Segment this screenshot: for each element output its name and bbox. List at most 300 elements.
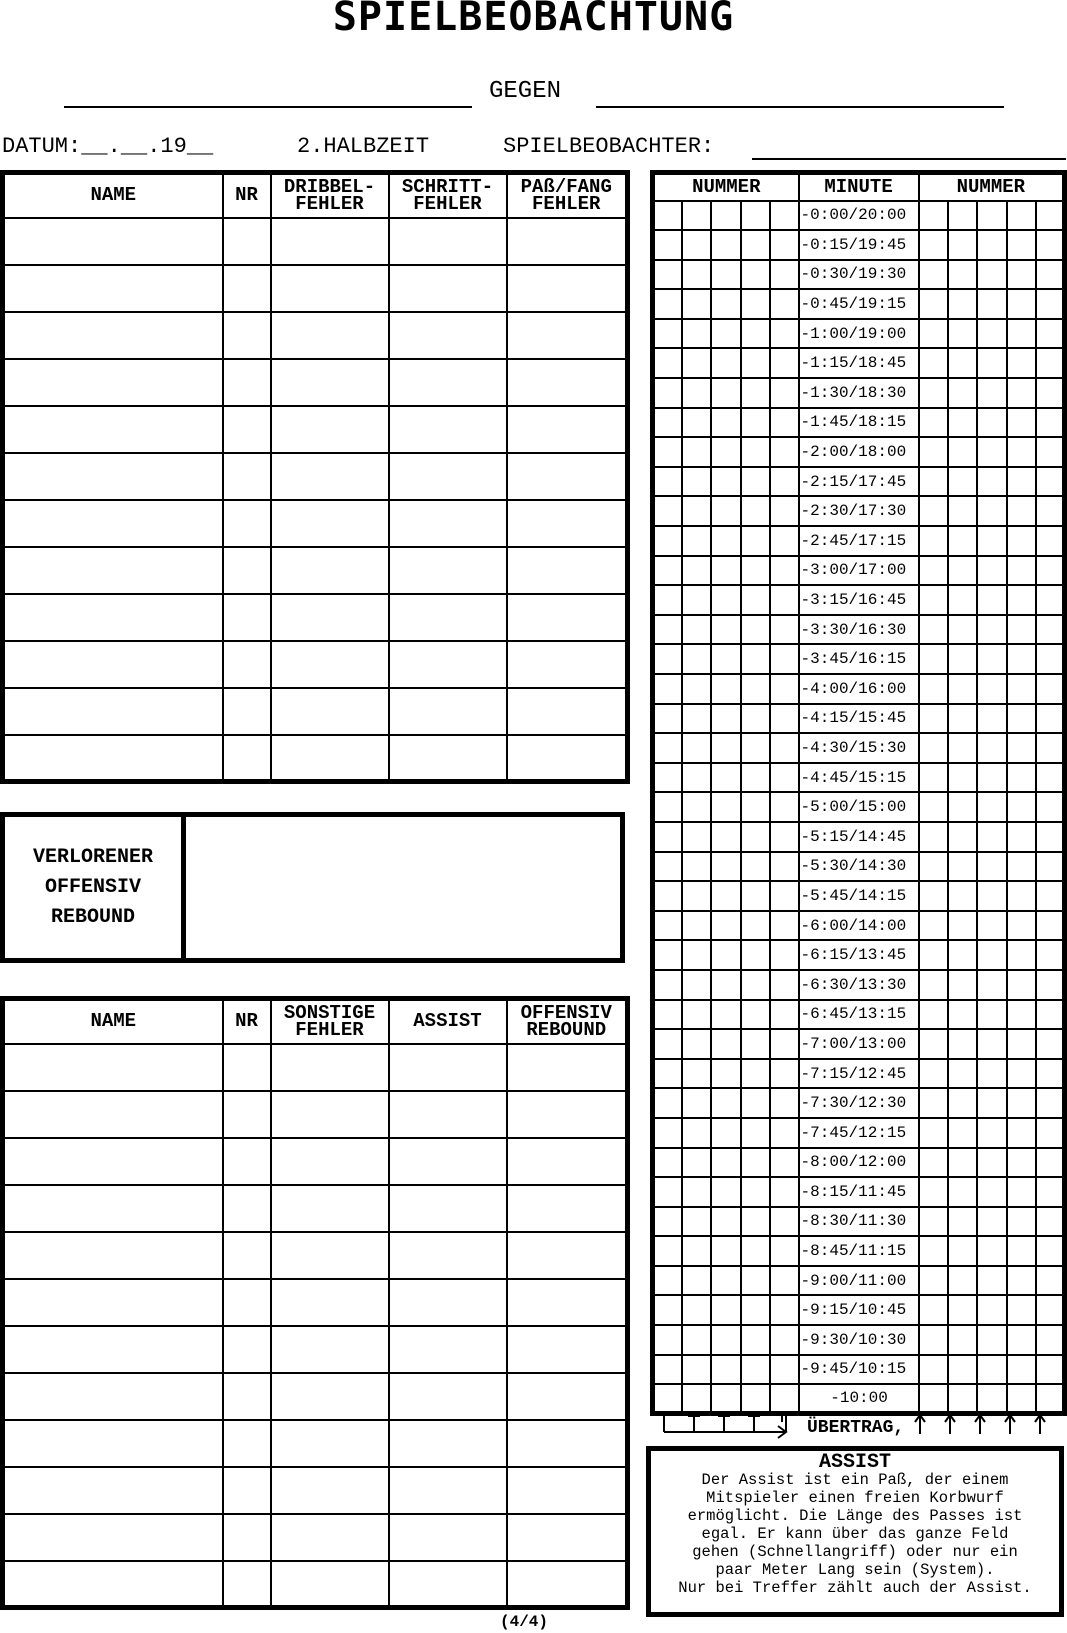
number-cell[interactable] [948,940,977,970]
table-cell[interactable] [223,265,271,312]
number-cell[interactable] [1007,1295,1036,1325]
number-cell[interactable] [977,644,1007,674]
number-cell[interactable] [977,556,1007,586]
number-cell[interactable] [770,585,799,615]
number-cell[interactable] [682,1266,711,1296]
number-cell[interactable] [653,437,682,467]
number-cell[interactable] [770,674,799,704]
number-cell[interactable] [653,556,682,586]
number-cell[interactable] [682,260,711,290]
number-cell[interactable] [653,1029,682,1059]
number-cell[interactable] [741,319,770,349]
table-cell[interactable] [271,594,389,641]
number-cell[interactable] [977,230,1007,260]
number-cell[interactable] [741,763,770,793]
number-cell[interactable] [919,260,948,290]
table-cell[interactable] [389,312,507,359]
table-cell[interactable] [507,312,628,359]
number-cell[interactable] [1036,1207,1065,1237]
number-cell[interactable] [1036,1355,1065,1385]
table-cell[interactable] [271,1373,389,1420]
table-cell[interactable] [223,312,271,359]
number-cell[interactable] [770,201,799,231]
number-cell[interactable] [1036,348,1065,378]
table-cell[interactable] [271,1185,389,1232]
number-cell[interactable] [1036,644,1065,674]
table-cell[interactable] [271,500,389,547]
number-cell[interactable] [1036,260,1065,290]
table-cell[interactable] [271,1561,389,1608]
number-cell[interactable] [682,1236,711,1266]
number-cell[interactable] [682,704,711,734]
table-cell[interactable] [223,1279,271,1326]
number-cell[interactable] [741,792,770,822]
table-cell[interactable] [389,1467,507,1514]
number-cell[interactable] [1036,526,1065,556]
number-cell[interactable] [770,970,799,1000]
number-cell[interactable] [653,408,682,438]
table-cell[interactable] [507,1420,628,1467]
number-cell[interactable] [1036,437,1065,467]
number-cell[interactable] [770,822,799,852]
number-cell[interactable] [919,319,948,349]
number-cell[interactable] [977,437,1007,467]
number-cell[interactable] [1007,526,1036,556]
number-cell[interactable] [977,940,1007,970]
table-cell[interactable] [389,1326,507,1373]
number-cell[interactable] [977,289,1007,319]
number-cell[interactable] [1007,467,1036,497]
number-cell[interactable] [653,319,682,349]
table-cell[interactable] [223,1561,271,1608]
number-cell[interactable] [770,1118,799,1148]
number-cell[interactable] [977,201,1007,231]
number-cell[interactable] [682,378,711,408]
table-cell[interactable] [271,1420,389,1467]
table-cell[interactable] [507,1138,628,1185]
number-cell[interactable] [919,378,948,408]
table-cell[interactable] [3,1514,223,1561]
number-cell[interactable] [770,348,799,378]
number-cell[interactable] [741,230,770,260]
number-cell[interactable] [741,348,770,378]
number-cell[interactable] [977,970,1007,1000]
number-cell[interactable] [741,704,770,734]
number-cell[interactable] [948,378,977,408]
number-cell[interactable] [741,1177,770,1207]
number-cell[interactable] [682,852,711,882]
table-cell[interactable] [507,359,628,406]
number-cell[interactable] [977,1325,1007,1355]
number-cell[interactable] [948,1207,977,1237]
number-cell[interactable] [653,852,682,882]
number-cell[interactable] [1036,704,1065,734]
number-cell[interactable] [711,704,741,734]
number-cell[interactable] [770,1295,799,1325]
table-cell[interactable] [271,453,389,500]
number-cell[interactable] [653,615,682,645]
number-cell[interactable] [711,1029,741,1059]
number-cell[interactable] [653,1059,682,1089]
number-cell[interactable] [741,467,770,497]
number-cell[interactable] [1007,289,1036,319]
number-cell[interactable] [653,1148,682,1178]
number-cell[interactable] [653,348,682,378]
table-cell[interactable] [271,547,389,594]
number-cell[interactable] [919,1236,948,1266]
number-cell[interactable] [682,1355,711,1385]
number-cell[interactable] [919,1207,948,1237]
table-cell[interactable] [507,641,628,688]
number-cell[interactable] [653,1236,682,1266]
number-cell[interactable] [741,378,770,408]
number-cell[interactable] [770,1266,799,1296]
number-cell[interactable] [1036,201,1065,231]
number-cell[interactable] [711,822,741,852]
number-cell[interactable] [682,1295,711,1325]
number-cell[interactable] [919,556,948,586]
number-cell[interactable] [711,1177,741,1207]
number-cell[interactable] [977,348,1007,378]
number-cell[interactable] [1007,496,1036,526]
number-cell[interactable] [770,437,799,467]
number-cell[interactable] [919,1029,948,1059]
number-cell[interactable] [948,496,977,526]
table-cell[interactable] [223,500,271,547]
number-cell[interactable] [948,289,977,319]
number-cell[interactable] [770,1325,799,1355]
number-cell[interactable] [682,1000,711,1030]
number-cell[interactable] [653,1207,682,1237]
number-cell[interactable] [770,792,799,822]
number-cell[interactable] [711,1355,741,1385]
number-cell[interactable] [653,1177,682,1207]
number-cell[interactable] [682,348,711,378]
table-cell[interactable] [3,641,223,688]
number-cell[interactable] [919,437,948,467]
number-cell[interactable] [948,260,977,290]
number-cell[interactable] [770,1059,799,1089]
number-cell[interactable] [919,881,948,911]
table-cell[interactable] [271,1138,389,1185]
number-cell[interactable] [711,1207,741,1237]
number-cell[interactable] [919,1177,948,1207]
table-cell[interactable] [507,1514,628,1561]
number-cell[interactable] [741,1059,770,1089]
number-cell[interactable] [770,940,799,970]
number-cell[interactable] [919,615,948,645]
number-cell[interactable] [1036,792,1065,822]
number-cell[interactable] [653,704,682,734]
number-cell[interactable] [682,1325,711,1355]
table-cell[interactable] [271,312,389,359]
number-cell[interactable] [977,526,1007,556]
number-cell[interactable] [1036,1029,1065,1059]
number-cell[interactable] [711,674,741,704]
table-cell[interactable] [223,594,271,641]
number-cell[interactable] [711,408,741,438]
table-cell[interactable] [3,1279,223,1326]
number-cell[interactable] [1007,1118,1036,1148]
number-cell[interactable] [948,1177,977,1207]
number-cell[interactable] [741,1207,770,1237]
number-cell[interactable] [711,1148,741,1178]
number-cell[interactable] [1007,1266,1036,1296]
number-cell[interactable] [1007,763,1036,793]
number-cell[interactable] [770,556,799,586]
table-cell[interactable] [223,688,271,735]
number-cell[interactable] [948,644,977,674]
number-cell[interactable] [711,230,741,260]
number-cell[interactable] [977,615,1007,645]
table-cell[interactable] [389,1232,507,1279]
table-cell[interactable] [507,1044,628,1091]
table-cell[interactable] [507,688,628,735]
number-cell[interactable] [1007,1088,1036,1118]
number-cell[interactable] [1007,1207,1036,1237]
number-cell[interactable] [919,674,948,704]
number-cell[interactable] [919,1355,948,1385]
number-cell[interactable] [977,1029,1007,1059]
number-cell[interactable] [919,911,948,941]
number-cell[interactable] [948,704,977,734]
number-cell[interactable] [1007,704,1036,734]
number-cell[interactable] [770,852,799,882]
number-cell[interactable] [770,1029,799,1059]
number-cell[interactable] [977,704,1007,734]
table-cell[interactable] [223,1232,271,1279]
number-cell[interactable] [741,970,770,1000]
number-cell[interactable] [919,585,948,615]
number-cell[interactable] [711,496,741,526]
table-cell[interactable] [507,406,628,453]
number-cell[interactable] [682,644,711,674]
number-cell[interactable] [948,1059,977,1089]
number-cell[interactable] [919,763,948,793]
number-cell[interactable] [741,881,770,911]
number-cell[interactable] [741,1118,770,1148]
table-cell[interactable] [3,1185,223,1232]
number-cell[interactable] [711,260,741,290]
number-cell[interactable] [977,674,1007,704]
number-cell[interactable] [1007,230,1036,260]
table-cell[interactable] [389,547,507,594]
table-cell[interactable] [3,1326,223,1373]
number-cell[interactable] [741,1355,770,1385]
table-cell[interactable] [389,359,507,406]
number-cell[interactable] [948,674,977,704]
number-cell[interactable] [711,911,741,941]
number-cell[interactable] [741,940,770,970]
number-cell[interactable] [682,1088,711,1118]
number-cell[interactable] [977,911,1007,941]
number-cell[interactable] [977,792,1007,822]
number-cell[interactable] [770,704,799,734]
number-cell[interactable] [1007,911,1036,941]
table-cell[interactable] [223,1044,271,1091]
number-cell[interactable] [682,615,711,645]
table-cell[interactable] [223,406,271,453]
number-cell[interactable] [653,1266,682,1296]
number-cell[interactable] [682,230,711,260]
number-cell[interactable] [711,792,741,822]
number-cell[interactable] [682,526,711,556]
number-cell[interactable] [1036,408,1065,438]
number-cell[interactable] [977,1207,1007,1237]
number-cell[interactable] [653,526,682,556]
number-cell[interactable] [653,1000,682,1030]
number-cell[interactable] [919,822,948,852]
number-cell[interactable] [711,940,741,970]
number-cell[interactable] [1007,733,1036,763]
number-cell[interactable] [1007,378,1036,408]
number-cell[interactable] [741,911,770,941]
number-cell[interactable] [711,467,741,497]
table-cell[interactable] [271,218,389,265]
number-cell[interactable] [770,881,799,911]
number-cell[interactable] [1007,556,1036,586]
number-cell[interactable] [919,201,948,231]
number-cell[interactable] [948,792,977,822]
number-cell[interactable] [977,852,1007,882]
number-cell[interactable] [948,1295,977,1325]
number-cell[interactable] [770,1177,799,1207]
number-cell[interactable] [1036,1118,1065,1148]
number-cell[interactable] [770,526,799,556]
table-cell[interactable] [271,1326,389,1373]
number-cell[interactable] [1036,1177,1065,1207]
number-cell[interactable] [948,1355,977,1385]
number-cell[interactable] [653,911,682,941]
table-cell[interactable] [271,1467,389,1514]
number-cell[interactable] [653,201,682,231]
number-cell[interactable] [741,1029,770,1059]
number-cell[interactable] [977,260,1007,290]
number-cell[interactable] [948,852,977,882]
number-cell[interactable] [653,763,682,793]
number-cell[interactable] [653,467,682,497]
table-cell[interactable] [223,1326,271,1373]
number-cell[interactable] [1036,1059,1065,1089]
number-cell[interactable] [948,230,977,260]
number-cell[interactable] [1007,792,1036,822]
number-cell[interactable] [682,467,711,497]
table-cell[interactable] [223,1138,271,1185]
number-cell[interactable] [711,881,741,911]
number-cell[interactable] [919,1059,948,1089]
table-cell[interactable] [507,735,628,782]
table-cell[interactable] [389,1044,507,1091]
number-cell[interactable] [682,763,711,793]
number-cell[interactable] [948,408,977,438]
number-cell[interactable] [682,437,711,467]
table-cell[interactable] [389,1373,507,1420]
number-cell[interactable] [977,585,1007,615]
number-cell[interactable] [711,733,741,763]
number-cell[interactable] [770,733,799,763]
number-cell[interactable] [711,1236,741,1266]
number-cell[interactable] [977,496,1007,526]
number-cell[interactable] [1007,940,1036,970]
number-cell[interactable] [1036,615,1065,645]
number-cell[interactable] [741,437,770,467]
number-cell[interactable] [948,1088,977,1118]
number-cell[interactable] [977,1059,1007,1089]
number-cell[interactable] [919,348,948,378]
number-cell[interactable] [741,1000,770,1030]
number-cell[interactable] [948,733,977,763]
number-cell[interactable] [1007,437,1036,467]
number-cell[interactable] [653,585,682,615]
number-cell[interactable] [653,378,682,408]
number-cell[interactable] [1007,408,1036,438]
number-cell[interactable] [1007,201,1036,231]
number-cell[interactable] [977,1148,1007,1178]
table-cell[interactable] [389,500,507,547]
table-cell[interactable] [223,641,271,688]
number-cell[interactable] [711,526,741,556]
table-cell[interactable] [389,265,507,312]
table-cell[interactable] [271,1044,389,1091]
number-cell[interactable] [948,1266,977,1296]
number-cell[interactable] [1036,970,1065,1000]
number-cell[interactable] [653,881,682,911]
number-cell[interactable] [711,556,741,586]
number-cell[interactable] [711,289,741,319]
number-cell[interactable] [919,1118,948,1148]
table-cell[interactable] [389,641,507,688]
number-cell[interactable] [948,348,977,378]
number-cell[interactable] [948,1236,977,1266]
number-cell[interactable] [1036,911,1065,941]
table-cell[interactable] [507,1467,628,1514]
number-cell[interactable] [1007,674,1036,704]
table-cell[interactable] [3,406,223,453]
table-cell[interactable] [271,359,389,406]
table-cell[interactable] [3,735,223,782]
number-cell[interactable] [653,289,682,319]
number-cell[interactable] [711,437,741,467]
number-cell[interactable] [1036,585,1065,615]
number-cell[interactable] [1007,1325,1036,1355]
number-cell[interactable] [1007,615,1036,645]
number-cell[interactable] [1036,763,1065,793]
table-cell[interactable] [3,1232,223,1279]
number-cell[interactable] [948,585,977,615]
number-cell[interactable] [919,408,948,438]
table-cell[interactable] [389,594,507,641]
number-cell[interactable] [948,615,977,645]
number-cell[interactable] [919,1295,948,1325]
number-cell[interactable] [711,1059,741,1089]
number-cell[interactable] [741,852,770,882]
number-cell[interactable] [948,437,977,467]
table-cell[interactable] [389,735,507,782]
number-cell[interactable] [770,1000,799,1030]
number-cell[interactable] [1007,260,1036,290]
date-field[interactable]: DATUM:__.__.19__ [2,134,214,159]
number-cell[interactable] [1007,1177,1036,1207]
table-cell[interactable] [223,1467,271,1514]
number-cell[interactable] [1007,1029,1036,1059]
number-cell[interactable] [977,467,1007,497]
table-cell[interactable] [223,1091,271,1138]
number-cell[interactable] [977,1000,1007,1030]
number-cell[interactable] [1036,1325,1065,1355]
number-cell[interactable] [977,763,1007,793]
number-cell[interactable] [919,230,948,260]
number-cell[interactable] [1036,230,1065,260]
